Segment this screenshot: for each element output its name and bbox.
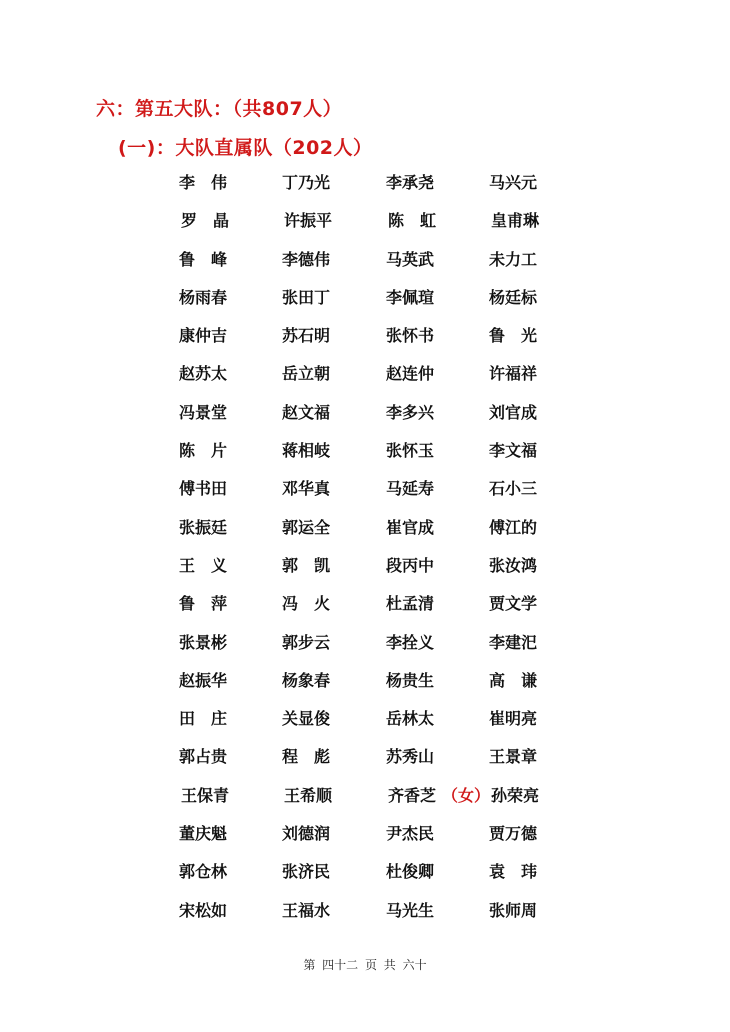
name-row	[0, 593, 730, 631]
name-cell: 郭占贵	[179, 747, 228, 767]
name-cell: 岳林太	[386, 709, 435, 729]
name-cell: 石小三	[489, 479, 538, 499]
name-cell: 杨贵生	[386, 670, 435, 690]
name-cell: 蒋相岐	[282, 441, 331, 461]
name-row	[0, 632, 730, 670]
name-cell: 张景彬	[179, 632, 228, 652]
name-cell: 郭运全	[282, 517, 331, 537]
name-cell: 郭 凯	[282, 555, 331, 575]
name-cell: 张振廷	[179, 517, 228, 537]
name-cell: 董庆魁	[179, 824, 228, 844]
name-cell: 李建汜	[489, 632, 538, 652]
name-cell: 王福水	[282, 900, 331, 920]
name-row	[0, 555, 730, 593]
name-cell: 郭步云	[282, 632, 331, 652]
name-cell: 王 义	[179, 555, 228, 575]
name-cell: 许福祥	[489, 364, 538, 384]
name-cell: 杜孟清	[386, 594, 435, 614]
name-cell: 赵振华	[179, 670, 228, 690]
name-cell: 罗 晶	[181, 211, 230, 231]
name-cell: 李拴义	[386, 632, 435, 652]
name-row	[0, 708, 730, 746]
name-cell: 杜俊卿	[386, 862, 435, 882]
name-cell: 田 庄	[179, 709, 228, 729]
name-row	[0, 823, 730, 861]
name-cell: 杨廷标	[489, 287, 538, 307]
name-row	[0, 478, 730, 516]
name-cell: 张怀玉	[386, 441, 435, 461]
name-cell: 傅书田	[179, 479, 228, 499]
name-cell: 冯景堂	[179, 402, 228, 422]
name-cell: 郭仓林	[179, 862, 228, 882]
name-cell: 宋松如	[179, 900, 228, 920]
name-cell: 赵连仲	[386, 364, 435, 384]
name-cell: 杨象春	[282, 670, 331, 690]
subsection-heading: (一)：大队直属队（202人）	[118, 137, 373, 159]
name-cell: 皇甫琳	[491, 211, 540, 231]
name-cell: 李承尧	[386, 173, 435, 192]
name-cell: 李多兴	[386, 402, 435, 422]
name-row	[0, 363, 730, 401]
name-cell: 张济民	[282, 862, 331, 882]
name-cell: 张怀书	[386, 326, 435, 346]
name-cell: 许振平	[284, 211, 333, 231]
name-cell: 丁乃光	[282, 173, 331, 192]
page-footer: 第 四十二 页 共 六十	[303, 958, 427, 972]
name-cell: 高 谦	[489, 670, 538, 690]
name-cell: 张田丁	[282, 287, 331, 307]
name-cell: 尹杰民	[386, 824, 435, 844]
female-note: （女）	[442, 785, 491, 805]
name-cell: 康仲吉	[179, 326, 228, 346]
name-cell: 苏秀山	[386, 747, 435, 767]
name-row	[0, 249, 730, 287]
section-heading: 六：第五大队：（共807人）	[96, 98, 343, 120]
name-cell: 邓华真	[282, 479, 331, 499]
name-cell: 程 彪	[282, 747, 331, 767]
name-row	[0, 670, 730, 708]
name-cell: 贾万德	[489, 824, 538, 844]
name-cell: 李德伟	[282, 249, 331, 269]
name-cell: 崔明亮	[489, 709, 538, 729]
name-cell: 鲁 峰	[179, 249, 228, 269]
name-cell: 刘德润	[282, 824, 331, 844]
name-cell: 赵文福	[282, 402, 331, 422]
name-cell: 傅江的	[489, 517, 538, 537]
name-cell: 袁 玮	[489, 862, 538, 882]
name-cell: 齐香芝	[388, 785, 437, 805]
name-cell: 崔官成	[386, 517, 435, 537]
name-row	[0, 440, 730, 478]
name-cell: 鲁 萍	[179, 594, 228, 614]
name-cell: 马光生	[386, 900, 435, 920]
name-cell: 孙荣亮	[491, 785, 540, 805]
name-cell: 贾文学	[489, 594, 538, 614]
name-row	[0, 785, 730, 823]
name-cell: 赵苏太	[179, 364, 228, 384]
name-cell: 王保青	[181, 785, 230, 805]
name-row	[0, 746, 730, 784]
name-cell: 王景章	[489, 747, 538, 767]
name-cell: 关显俊	[282, 709, 331, 729]
name-row	[0, 325, 730, 363]
name-cell: 陈 虹	[388, 211, 437, 231]
name-cell: 马英武	[386, 249, 435, 269]
name-cell: 段丙中	[386, 555, 435, 575]
name-row	[0, 210, 730, 248]
name-cell: 马延寿	[386, 479, 435, 499]
name-cell: 杨雨春	[179, 287, 228, 307]
name-cell: 未力工	[489, 249, 538, 269]
name-cell: 陈 片	[179, 441, 228, 461]
name-cell: 岳立朝	[282, 364, 331, 384]
name-cell: 苏石明	[282, 326, 331, 346]
name-cell: 刘官成	[489, 402, 538, 422]
name-row	[0, 861, 730, 899]
name-row	[0, 287, 730, 325]
name-row	[0, 172, 730, 210]
name-cell: 王希顺	[284, 785, 333, 805]
name-row	[0, 900, 730, 938]
name-cell: 李文福	[489, 441, 538, 461]
name-row	[0, 517, 730, 555]
name-cell: 张汝鸿	[489, 555, 538, 575]
name-cell: 马兴元	[489, 173, 538, 192]
name-cell: 李 伟	[179, 173, 228, 192]
name-row	[0, 402, 730, 440]
name-cell: 鲁 光	[489, 326, 538, 346]
name-cell: 张师周	[489, 900, 538, 920]
name-list	[0, 172, 730, 938]
name-cell: 李佩瑄	[386, 287, 435, 307]
name-cell: 冯 火	[282, 594, 331, 614]
